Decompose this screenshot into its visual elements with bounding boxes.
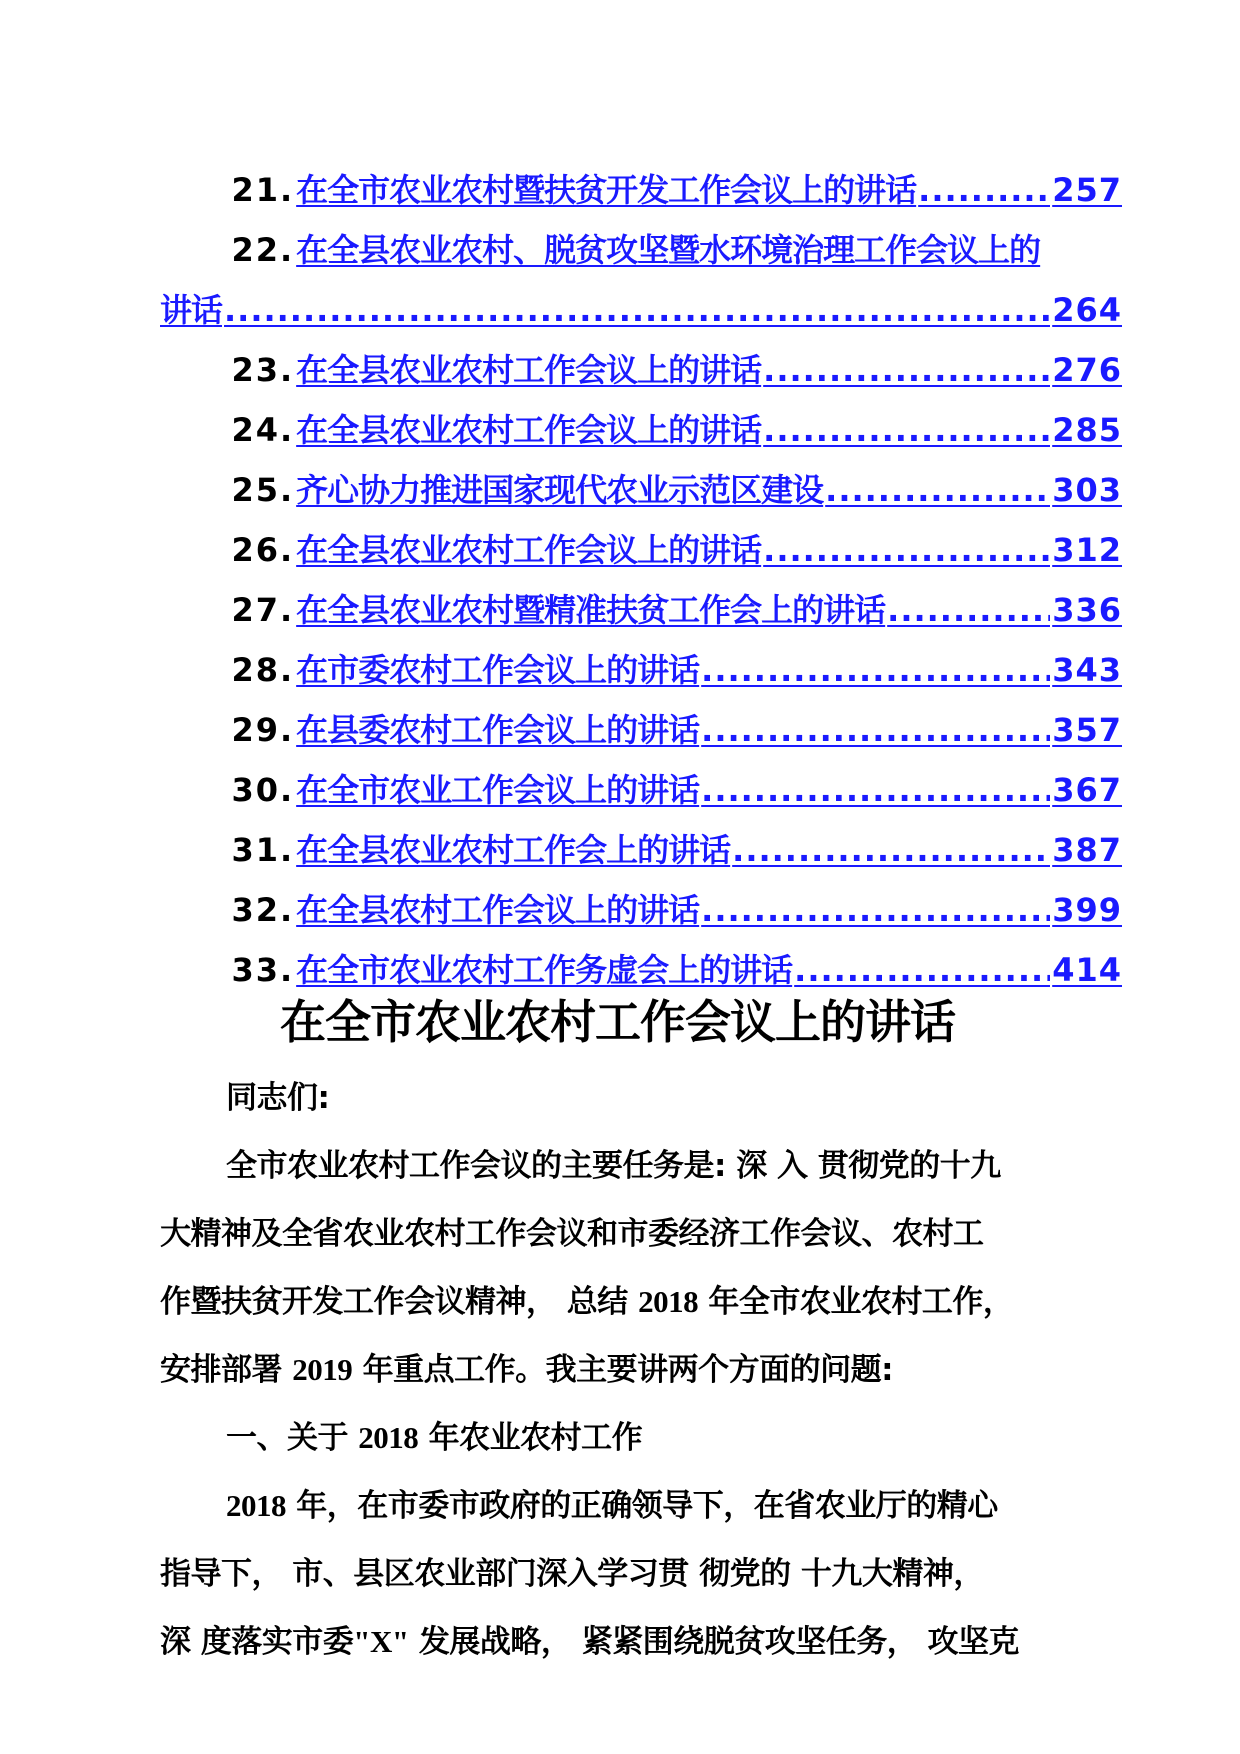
toc-separator: . xyxy=(280,531,293,569)
toc-leader-dots xyxy=(763,340,1050,400)
toc-number: 22 xyxy=(231,231,280,269)
toc-link-23[interactable] xyxy=(296,340,1122,400)
toc-leader-dots xyxy=(763,520,1050,580)
toc-title: 在全市农业工作会议上的讲话 xyxy=(296,771,700,809)
toc-leader-dots xyxy=(701,640,1050,700)
text-segment: 年农业农村工作 xyxy=(418,1420,643,1456)
toc-title: 齐心协力推进国家现代农业示范区建设 xyxy=(296,471,824,509)
text-segment: 安排部署 xyxy=(160,1352,293,1388)
text-segment: 年全市农业农村工作， xyxy=(698,1284,1014,1320)
toc-number: 21 xyxy=(231,171,280,209)
toc-number: 29 xyxy=(231,711,280,749)
toc-page-number: 336 xyxy=(1052,591,1122,629)
toc-number: 24 xyxy=(231,411,280,449)
toc-page-number: 367 xyxy=(1052,771,1122,809)
toc-link-27[interactable] xyxy=(296,580,1122,640)
year-number: 2018 xyxy=(358,1420,419,1455)
toc-separator: . xyxy=(280,891,293,929)
toc-entry-22-continuation xyxy=(160,280,1122,340)
toc-title: 在全市农业农村工作务虚会上的讲话 xyxy=(296,951,793,989)
toc-title: 在全县农业农村工作会议上的讲话 xyxy=(296,531,762,569)
toc-page-number: 399 xyxy=(1052,891,1122,929)
toc-page-number: 387 xyxy=(1052,831,1122,869)
toc-separator: . xyxy=(280,831,293,869)
toc-separator: . xyxy=(280,591,293,629)
toc-page-number: 257 xyxy=(1052,171,1122,209)
year-number: 2018 xyxy=(638,1284,699,1319)
toc-link-28[interactable] xyxy=(296,640,1122,700)
toc-number: 26 xyxy=(231,531,280,569)
document-heading: 在全市农业农村工作会议上的讲话 xyxy=(280,995,955,1049)
toc-link-22-line1[interactable] xyxy=(296,220,1122,280)
toc-number: 32 xyxy=(231,891,280,929)
toc-entry-23 xyxy=(160,340,1122,400)
toc-title: 在全县农村工作会议上的讲话 xyxy=(296,891,700,929)
toc-title: 在市委农村工作会议上的讲话 xyxy=(296,651,700,689)
toc-separator: . xyxy=(280,471,293,509)
toc-entry-32 xyxy=(160,880,1122,940)
toc-title: 在全县农业农村、脱贫攻坚暨水环境治理工作会议上的 xyxy=(296,231,1041,269)
toc-leader-dots xyxy=(918,160,1050,220)
toc-entry-26 xyxy=(160,520,1122,580)
paragraph-2-line-3 xyxy=(160,1608,1120,1676)
toc-leader-dots xyxy=(701,760,1050,820)
toc-entry-21 xyxy=(160,160,1122,220)
toc-number: 30 xyxy=(231,771,280,809)
toc-number: 28 xyxy=(231,651,280,689)
toc-leader-dots xyxy=(224,280,1050,340)
paragraph-2-line-1 xyxy=(226,1472,1186,1540)
paragraph-1-line-4 xyxy=(160,1336,1120,1404)
toc-number: 31 xyxy=(231,831,280,869)
paragraph-1-line-1: 全市农业农村工作会议的主要任务是: 深 入 贯彻党的十九 xyxy=(226,1148,1001,1184)
toc-leader-dots xyxy=(825,460,1050,520)
toc-link-32[interactable] xyxy=(296,880,1122,940)
toc-link-33[interactable] xyxy=(296,940,1122,1000)
paragraph-2-line-2: 指导下， 市、县区农业部门深入学习贯 彻党的 十九大精神， xyxy=(160,1556,984,1592)
toc-leader-dots xyxy=(794,940,1050,1000)
toc-entry-30 xyxy=(160,760,1122,820)
toc-title: 在全县农业农村工作会议上的讲话 xyxy=(296,411,762,449)
paragraph-1-line-2: 大精神及全省农业农村工作会议和市委经济工作会议、农村工 xyxy=(160,1216,984,1252)
toc-entry-28 xyxy=(160,640,1122,700)
toc-link-25[interactable] xyxy=(296,460,1122,520)
toc-separator: . xyxy=(280,411,293,449)
text-segment: 作暨扶贫开发工作会议精神， 总结 xyxy=(160,1284,639,1320)
toc-link-26[interactable] xyxy=(296,520,1122,580)
toc-page-number: 414 xyxy=(1052,951,1122,989)
toc-separator: . xyxy=(280,231,293,269)
text-segment: 年，在市委市政府的正确领导下，在省农业厅的精心 xyxy=(286,1488,998,1524)
toc-link-21[interactable] xyxy=(296,160,1122,220)
toc-entry-31 xyxy=(160,820,1122,880)
toc-page-number: 303 xyxy=(1052,471,1122,509)
toc-link-24[interactable] xyxy=(296,400,1122,460)
toc-number: 33 xyxy=(231,951,280,989)
salutation: 同志们: xyxy=(226,1080,330,1116)
text-segment: 深 度落实市委 xyxy=(160,1624,354,1660)
toc-title: 在全县农业农村暨精准扶贫工作会上的讲话 xyxy=(296,591,886,629)
toc-page-number: 276 xyxy=(1052,351,1122,389)
toc-link-29[interactable] xyxy=(296,700,1122,760)
toc-title: 在全县农业农村工作会上的讲话 xyxy=(296,831,731,869)
toc-leader-dots xyxy=(732,820,1050,880)
toc-title: 在县委农村工作会议上的讲话 xyxy=(296,711,700,749)
toc-separator: . xyxy=(280,351,293,389)
toc-leader-dots xyxy=(701,880,1050,940)
toc-separator: . xyxy=(280,771,293,809)
toc-entry-22 xyxy=(160,220,1122,280)
year-number: 2018 xyxy=(226,1488,286,1523)
toc-separator: . xyxy=(280,171,293,209)
text-segment: 发展战略， 紧紧围绕脱贫攻坚任务， 攻坚克 xyxy=(408,1624,1019,1660)
toc-page-number: 343 xyxy=(1052,651,1122,689)
section-1-heading xyxy=(226,1404,1186,1472)
toc-page-number: 357 xyxy=(1052,711,1122,749)
toc-number: 23 xyxy=(231,351,280,389)
toc-separator: . xyxy=(280,651,293,689)
toc-link-22-line2[interactable] xyxy=(160,280,1122,340)
paragraph-1-line-3 xyxy=(160,1268,1120,1336)
toc-page-number: 312 xyxy=(1052,531,1122,569)
toc-page-number: 285 xyxy=(1052,411,1122,449)
toc-leader-dots xyxy=(763,400,1050,460)
toc-leader-dots xyxy=(887,580,1050,640)
toc-leader-dots xyxy=(701,700,1050,760)
quoted-x: "X" xyxy=(353,1624,409,1659)
toc-page-number: 264 xyxy=(1052,291,1122,329)
toc-title: 在全市农业农村暨扶贫开发工作会议上的讲话 xyxy=(296,171,917,209)
toc-entry-33 xyxy=(160,940,1122,1000)
toc-number: 27 xyxy=(231,591,280,629)
toc-link-31[interactable] xyxy=(296,820,1122,880)
toc-number: 25 xyxy=(231,471,280,509)
year-number: 2019 xyxy=(292,1352,353,1387)
toc-separator: . xyxy=(280,711,293,749)
toc-entry-29 xyxy=(160,700,1122,760)
toc-title: 在全县农业农村工作会议上的讲话 xyxy=(296,351,762,389)
toc-separator: . xyxy=(280,951,293,989)
text-segment: 年重点工作。我主要讲两个方面的问题: xyxy=(352,1352,893,1388)
toc-entry-25 xyxy=(160,460,1122,520)
text-segment: 一、关于 xyxy=(226,1420,359,1456)
toc-title: 讲话 xyxy=(160,291,223,329)
toc-link-30[interactable] xyxy=(296,760,1122,820)
toc-entry-24 xyxy=(160,400,1122,460)
toc-entry-27 xyxy=(160,580,1122,640)
